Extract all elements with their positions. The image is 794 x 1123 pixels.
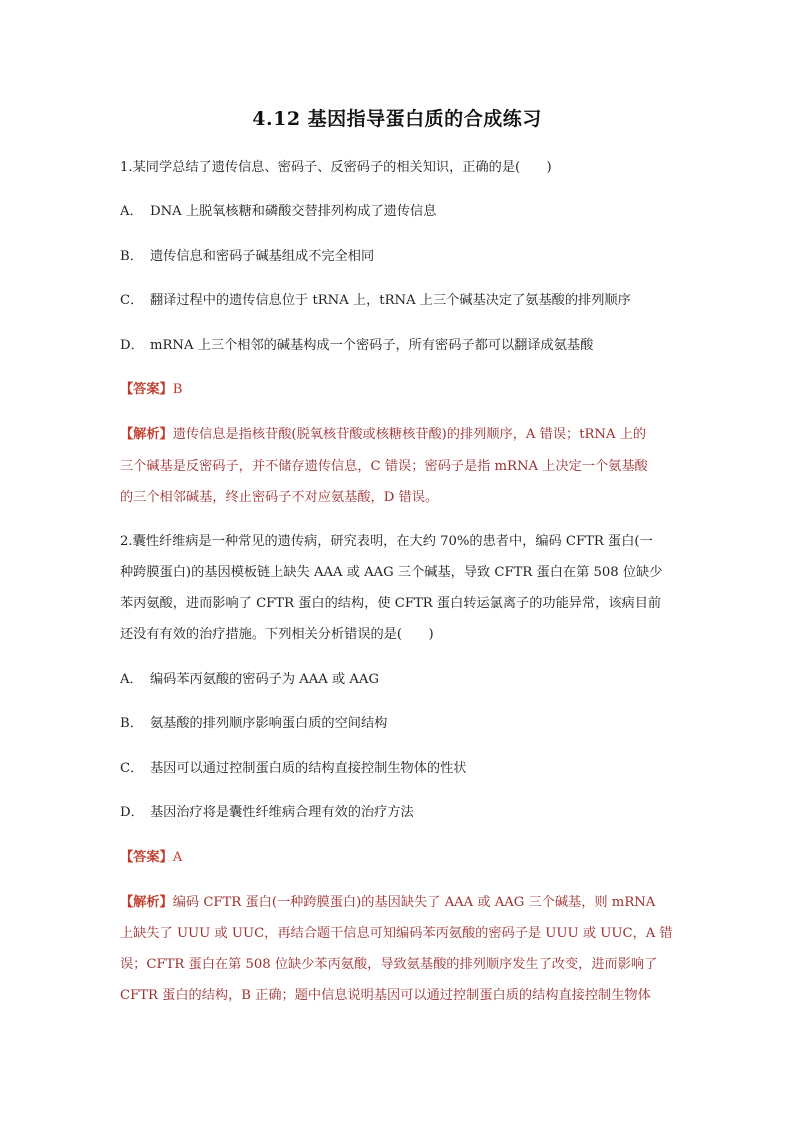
q2-analysis-line-2: 上缺失了 UUU 或 UUC，再结合题干信息可知编码苯丙氨酸的密码子是 UUU 或 UUC，A 错 [120,926,673,941]
q1-answer [120,381,182,399]
q1-option-d-label: D． [120,338,144,353]
q1-option-b-text: 遗传信息和密码子碱基组成不完全相同 [150,249,375,264]
q1-option-d-text: mRNA 上三个相邻的碱基构成一个密码子，所有密码子都可以翻译成氨基酸 [150,338,594,353]
q2-answer-value: A [172,850,183,865]
q2-answer [120,849,182,867]
q1-answer-value: B [172,382,183,397]
q2-analysis-line-3: 误；CFTR 蛋白在第 508 位缺少苯丙氨酸，导致氨基酸的排列顺序发生了改变，进而影响了 [120,957,658,972]
q2-analysis-line-4: CFTR 蛋白的结构，B 正确；题中信息说明基因可以通过控制蛋白质的结构直接控制生物体 [120,988,651,1003]
q2-option-a-text: 编码苯丙氨酸的密码子为 AAA 或 AAG [150,672,379,687]
q2-stem-line-3: 苯丙氨酸，进而影响了 CFTR 蛋白的结构，使 CFTR 蛋白转运氯离子的功能异常，该病目前 [120,596,662,611]
q2-option-c-text: 基因可以通过控制蛋白质的结构直接控制生物体的性状 [150,761,467,776]
q1-answer-tag: 【答案】 [120,382,173,397]
q2-analysis-text-1: 编码 CFTR 蛋白(一种跨膜蛋白)的基因缺失了 AAA 或 AAG 三个碱基，则 mRNA [172,895,656,910]
q2-answer-tag: 【答案】 [120,850,173,865]
q1-option-c [120,292,631,310]
q1-option-a [120,203,436,221]
q2-option-b-text: 氨基酸的排列顺序影响蛋白质的空间结构 [150,716,388,731]
q2-analysis-tag: 【解析】 [120,895,173,910]
q1-analysis-text-1: 遗传信息是指核苷酸(脱氧核苷酸或核糖核苷酸)的排列顺序，A 错误；tRNA 上的 [172,427,647,442]
q1-analysis-line-2: 三个碱基是反密码子，并不储存遗传信息，C 错误；密码子是指 mRNA 上决定一个氨基酸 [120,459,648,474]
q1-analysis-line-3: 的三个相邻碱基，终止密码子不对应氨基酸，D 错误。 [120,490,439,505]
q1-option-d [120,337,593,355]
q2-option-b [120,715,387,733]
q2-option-b-label: B． [120,716,143,731]
q2-option-a-label: A． [120,672,143,687]
q1-option-a-text: DNA 上脱氧核糖和磷酸交替排列构成了遗传信息 [150,204,437,219]
q2-option-d-text: 基因治疗将是囊性纤维病合理有效的治疗方法 [150,805,414,820]
q2-option-a [120,671,379,689]
q2-stem-line-2: 种跨膜蛋白)的基因模板链上缺失 AAA 或 AAG 三个碱基，导致 CFTR 蛋白在第 508 位缺少 [120,565,663,580]
q2-option-c-label: C． [120,761,144,776]
q2-option-d-label: D． [120,805,144,820]
q1-stem: 1.某同学总结了遗传信息、密码子、反密码子的相关知识，正确的是( ) [120,160,552,175]
q1-analysis-line-1 [120,426,646,444]
q1-option-b-label: B． [120,249,143,264]
q1-option-c-text: 翻译过程中的遗传信息位于 tRNA 上，tRNA 上三个碱基决定了氨基酸的排列顺序 [150,293,631,308]
q2-option-d [120,804,414,822]
q2-stem-line-4: 还没有有效的治疗措施。下列相关分析错误的是( ) [120,627,434,642]
page-title: 4.12 基因指导蛋白质的合成练习 [252,108,542,130]
q1-analysis-tag: 【解析】 [120,427,173,442]
q1-option-c-label: C． [120,293,144,308]
q2-analysis-line-1 [120,894,655,912]
q1-option-b [120,248,374,266]
q2-stem-line-1: 2.囊性纤维病是一种常见的遗传病，研究表明，在大约 70%的患者中，编码 CFTR 蛋白(一 [120,534,653,549]
q2-option-c [120,760,467,778]
q1-option-a-label: A． [120,204,143,219]
